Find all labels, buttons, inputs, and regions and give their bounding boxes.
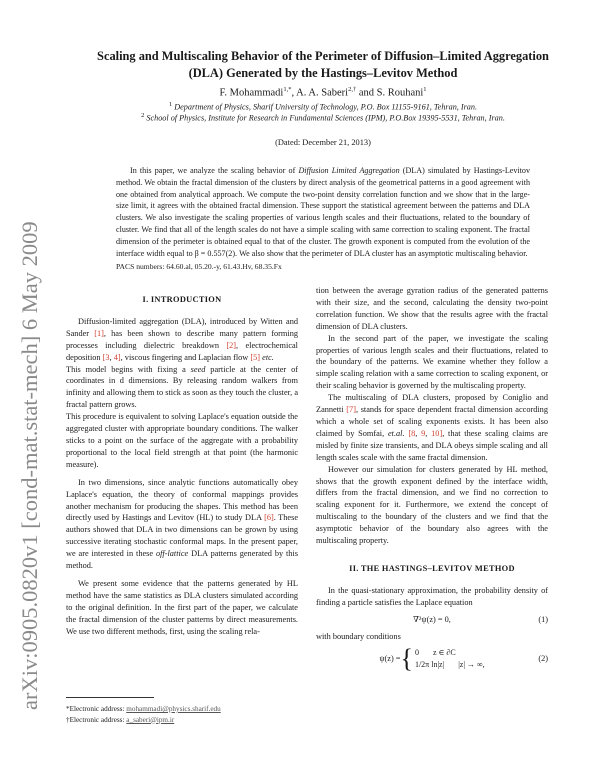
hl-paragraph-1: In the quasi-stationary approximation, the probability density of finding a particle satisfies the Laplace equation <box>316 585 548 607</box>
author-saberi: A. A. Saberi <box>296 87 349 99</box>
equation-2-case-2-condition: |z| → ∞, <box>458 659 485 669</box>
citation-7[interactable]: [7] <box>346 405 356 415</box>
affiliation-2-text: School of Physics, Institute for Research in Fundamental Sciences (IPM), P.O.Box 19395-5531, Tehran, Iran. <box>146 113 505 123</box>
citation-3[interactable]: [3 <box>102 352 110 362</box>
intro-paragraph-1: Diffusion-limited aggregation (DLA), introduced by Witten and Sander [1], has been shown to describe many pattern forming processes including dielectric breakdown [2], electrochemical deposition [3, 4], viscous fingering and Laplacian flow [5] etc. <box>66 316 298 362</box>
equation-2-brace: { <box>400 643 413 673</box>
intro-paragraph-5: We present some evidence that the patterns generated by HL method have the same statistics as DLA clusters simulated according to the original definition. In the first part of the paper, we calculate the fractal dimension of the cluster patterns by direct measurements. We use two different methods, first, using the scaling rela- <box>66 578 298 636</box>
footnote-1: *Electronic address: mohammadi@physics.sharif.edu <box>66 705 221 713</box>
citation-1[interactable]: [1] <box>94 328 104 338</box>
right-paragraph-4: However our simulation for clusters generated by HL method, shows that the growth exponent defined by the interface width, differs from the fractal dimension, and we find no correction to scaling exponent for it. Furthermore, we extend the concept of multiscaling to the boundary of the clusters and we find that the asymptotic behavior of the boundary also agrees with the multiscaling property. <box>316 464 548 546</box>
citation-6[interactable]: [6] <box>264 513 274 523</box>
equation-1-body: ∇²ψ(z) = 0, <box>413 614 451 624</box>
equation-1-number: (1) <box>538 614 548 624</box>
affiliation-1-text: Department of Physics, Sharif University of Technology, P.O. Box 11155-9161, Tehran, Iran. <box>174 102 478 112</box>
right-paragraph-3: The multiscaling of DLA clusters, proposed by Coniglio and Zannetti [7], stands for space dependent fractal dimension according which a whole set of scaling exponents exists. It has been also claimed by Somfai, et.al. [8, 9, 10], that these scaling claims are misled by finite size transients, and DLA obeys simple scaling and all length scales scale with the same fractal dimension. <box>316 393 548 462</box>
intro-paragraph-2: This model begins with fixing a seed particle at the center of coordinates in d dimensions. By releasing random walkers from infinity and allowing them to stick as soon as they touch the cluster, a fractal pattern grows. <box>66 364 298 410</box>
footnote-2-email-link[interactable]: a_saberi@ipm.ir <box>126 715 175 724</box>
citation-9[interactable]: 9 <box>421 428 426 438</box>
title-line-2: (DLA) Generated by the Hastings–Levitov Method <box>188 66 458 80</box>
affiliation-2 <box>66 112 580 123</box>
right-paragraph-1: tion between the average gyration radius of the generated patterns with their size, and the second, calculating the density two-point correlation function. We show that the results agree with the fractal dimension of DLA clusters. <box>316 286 548 331</box>
section-heading-introduction: I. INTRODUCTION <box>142 295 222 304</box>
author-rouhani-marks: 1 <box>423 86 427 93</box>
equation-2-case-1-condition: z ∈ ∂C <box>432 647 456 657</box>
affiliation-1-mark: 1 <box>168 101 173 108</box>
equation-2-number: (2) <box>538 653 548 663</box>
arxiv-identifier-stamp <box>7 22 47 712</box>
citation-4[interactable]: 4] <box>113 352 121 362</box>
left-column <box>66 292 298 637</box>
equation-1 <box>316 609 548 631</box>
arxiv-id-text: arXiv:0905.0820v1 [cond-mat.stat-mech] 6 May 2009 <box>17 221 42 710</box>
equation-2-case-1-value: 0 <box>414 647 419 657</box>
footnote-1-email-link[interactable]: mohammadi@physics.sharif.edu <box>126 705 221 713</box>
intro-paragraph-3: This procedure is equivalent to solving Laplace's equation outside the aggregated cluster with appropriate boundary conditions. The walker sticks to a point on the surface of the aggregate with a probability proportional to the local field strength at that point (the harmonic measure). <box>66 412 298 469</box>
footnotes <box>66 704 298 725</box>
citation-5[interactable]: [5] <box>250 352 261 362</box>
paper-date: (Dated: December 21, 2013) <box>275 138 371 147</box>
hl-paragraph-2: with boundary conditions <box>316 631 401 641</box>
author-saberi-marks: 2,† <box>348 86 357 93</box>
pacs-numbers: PACS numbers: 64.60.al, 05.20.-y, 61.43.Hv, 68.35.Fx <box>116 262 282 271</box>
right-column <box>316 285 548 675</box>
equation-2-cases <box>415 647 485 671</box>
title-line-1: Scaling and Multiscaling Behavior of the Perimeter of Diffusion–Limited Aggregation <box>97 49 549 63</box>
right-paragraph-2: In the second part of the paper, we investigate the scaling properties of various length scales and their fluctuations, related to the boundary of the patterns. We examine whether they follow a simple scaling relation with a same correction to scaling exponent, or their scaling behavior is governed by the multiscaling property. <box>316 333 548 391</box>
citation-10[interactable]: 10] <box>431 428 443 438</box>
abstract-text-2: (DLA) simulated by Hastings-Levitov method. We obtain the fractal dimension of the clusters by direct analysis of the geometrical patterns in a good agreement with one obtained from analytical approach. We compute the two-point density correlation function and we show that in the large-size limit, it agrees with the obtained fractal dimension. These support the statistical agreement between the patterns and DLA clusters. We also investigate the scaling properties of various length scales and their fluctuations, related to the boundary of cluster. We find that all of the length scales do not have a simple scaling with same correction to scaling exponent. The fractal dimension of the perimeter is obtained equal to that of the cluster. The growth exponent is computed from the evolution of the interface width equal to β = 0.557(2). We also show that the perimeter of DLA cluster has an asymptotic multiscaling behavior. <box>116 166 530 258</box>
abstract <box>116 165 530 259</box>
intro-paragraph-4: In two dimensions, since analytic functions automatically obey Laplace's equation, the theory of conformal mappings provides another mechanism for producing the shapes. This method has been directly used by Hastings and Levitov (HL) to study DLA [6]. These authors showed that DLA in two dimensions can be grown by using successive iterating stochastic conformal maps. In the present paper, we are interested in these off-lattice DLA patterns generated by this method. <box>66 477 298 571</box>
citation-8[interactable]: [8 <box>408 428 416 438</box>
affiliation-2-mark: 2 <box>141 112 145 119</box>
citation-2[interactable]: [2] <box>226 340 237 350</box>
paper-title <box>76 48 570 82</box>
equation-2 <box>316 643 548 675</box>
footnote-2: †Electronic address: a_saberi@ipm.ir <box>66 715 175 724</box>
author-rouhani: and S. Rouhani <box>358 87 424 99</box>
author-mohammadi: F. Mohammadi <box>219 87 284 99</box>
author-list: F. Mohammadi$^{1,*}$, A. A. Saberi$^{2,\dagger}$ and S. Rouhani$^1$ <box>219 86 427 99</box>
section-heading-hastings-levitov: II. THE HASTINGS–LEVITOV METHOD <box>349 563 515 573</box>
author-mohammadi-marks: 1,* <box>283 86 292 93</box>
affiliation-1 <box>66 101 580 112</box>
abstract-emphasis: Diffusion Limited Aggregation <box>298 166 400 175</box>
footnote-rule <box>66 697 154 698</box>
abstract-text-1: In this paper, we analyze the scaling behavior of <box>130 166 299 175</box>
equation-2-case-2-value: 1/2π ln|z| <box>414 659 445 669</box>
equation-2-lhs: ψ(z) = <box>379 653 401 663</box>
